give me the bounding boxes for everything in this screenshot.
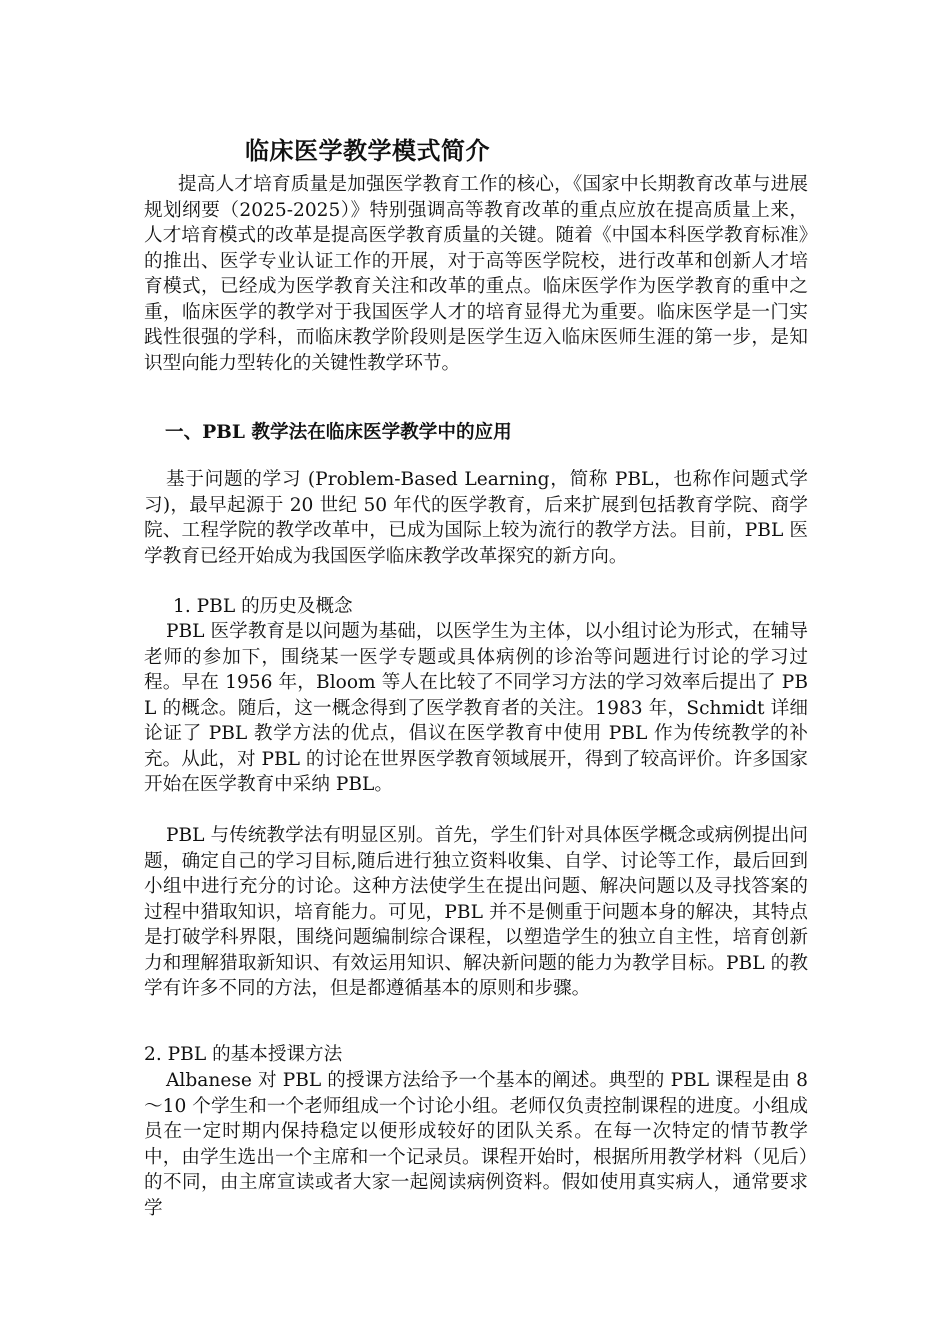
method-paragraph: Albanese 对 PBL 的授课方法给予一个基本的阐述。典型的 PBL 课程是由 8～10 个学生和一个老师组成一个讨论小组。老师仅负责控制课程的进度。小组成员在一定时期内保持稳定以便形成较好的团队关系。在每一次特定的情节教学中，由学生选出一个主席和一个记录员。课程开始时，根据所用教学材料（见后）的不同，由主席宣读或者大家一起阅读病例资料。假如使用真实病人，通常要求学	[144, 1070, 808, 1219]
intro-paragraph: 提高人才培育质量是加强医学教育工作的核心，《国家中长期教育改革与进展规划纲要（2025-2025）》特别强调高等教育改革的重点应放在提高质量上来，人才培育模式的改革是提高医学教育质量的关键。随着《中国本科医学教育标准》的推出、医学专业认证工作的开展，对于高等医学院校，进行改革和创新人才培育模式，已经成为医学教育关注和改革的重点。临床医学作为医学教育的重中之重，临床医学的教学对于我国医学人才的培育显得尤为重要。临床医学是一门实践性很强的学科，而临床教学阶段则是医学生迈入临床医师生涯的第一步，是知识型向能力型转化的关键性教学环节。	[144, 174, 808, 374]
section-intro-paragraph: 基于问题的学习 (Problem-Based Learning，简称 PBL，也称作问题式学习)，最早起源于 20 世纪 50 年代的医学教育，后来扩展到包括教育学院、商学院、工程学院的教学改革中，已成为国际上较为流行的教学方法。目前，PBL 医学教育已经开始成为我国医学临床教学改革探究的新方向。	[144, 469, 808, 567]
section-heading-pbl: 一、PBL 教学法在临床医学教学中的应用	[165, 422, 512, 443]
subsection-heading-method: 2. PBL 的基本授课方法	[144, 1044, 343, 1065]
document-title: 临床医学教学模式简介	[245, 137, 490, 165]
comparison-paragraph: PBL 与传统教学法有明显区别。首先，学生们针对具体医学概念或病例提出问题，确定自己的学习目标,随后进行独立资料收集、自学、讨论等工作，最后回到小组中进行充分的讨论。这种方法使学生在提出问题、解决问题以及寻找答案的过程中猎取知识，培育能力。可见，PBL 并不是侧重于问题本身的解决，其特点是打破学科界限，围绕问题编制综合课程，以塑造学生的独立自主性，培育创新力和理解猎取新知识、有效运用知识、解决新问题的能力为教学目标。PBL 的教学有许多不同的方法，但是都遵循基本的原则和步骤。	[144, 825, 808, 999]
history-paragraph: PBL 医学教育是以问题为基础，以医学生为主体，以小组讨论为形式，在辅导老师的参加下，围绕某一医学专题或具体病例的诊治等问题进行讨论的学习过程。早在 1956 年，Bloom 等人在比较了不同学习方法的学习效率后提出了 PBL 的概念。随后，这一概念得到了医学教育者的关注。1983 年，Schmidt 详细论证了 PBL 教学方法的优点，倡议在医学教育中使用 PBL 作为传统教学的补充。从此，对 PBL 的讨论在世界医学教育领域展开，得到了较高评价。许多国家开始在医学教育中采纳 PBL。	[144, 621, 808, 795]
subsection-heading-history: 1. PBL 的历史及概念	[173, 596, 353, 617]
